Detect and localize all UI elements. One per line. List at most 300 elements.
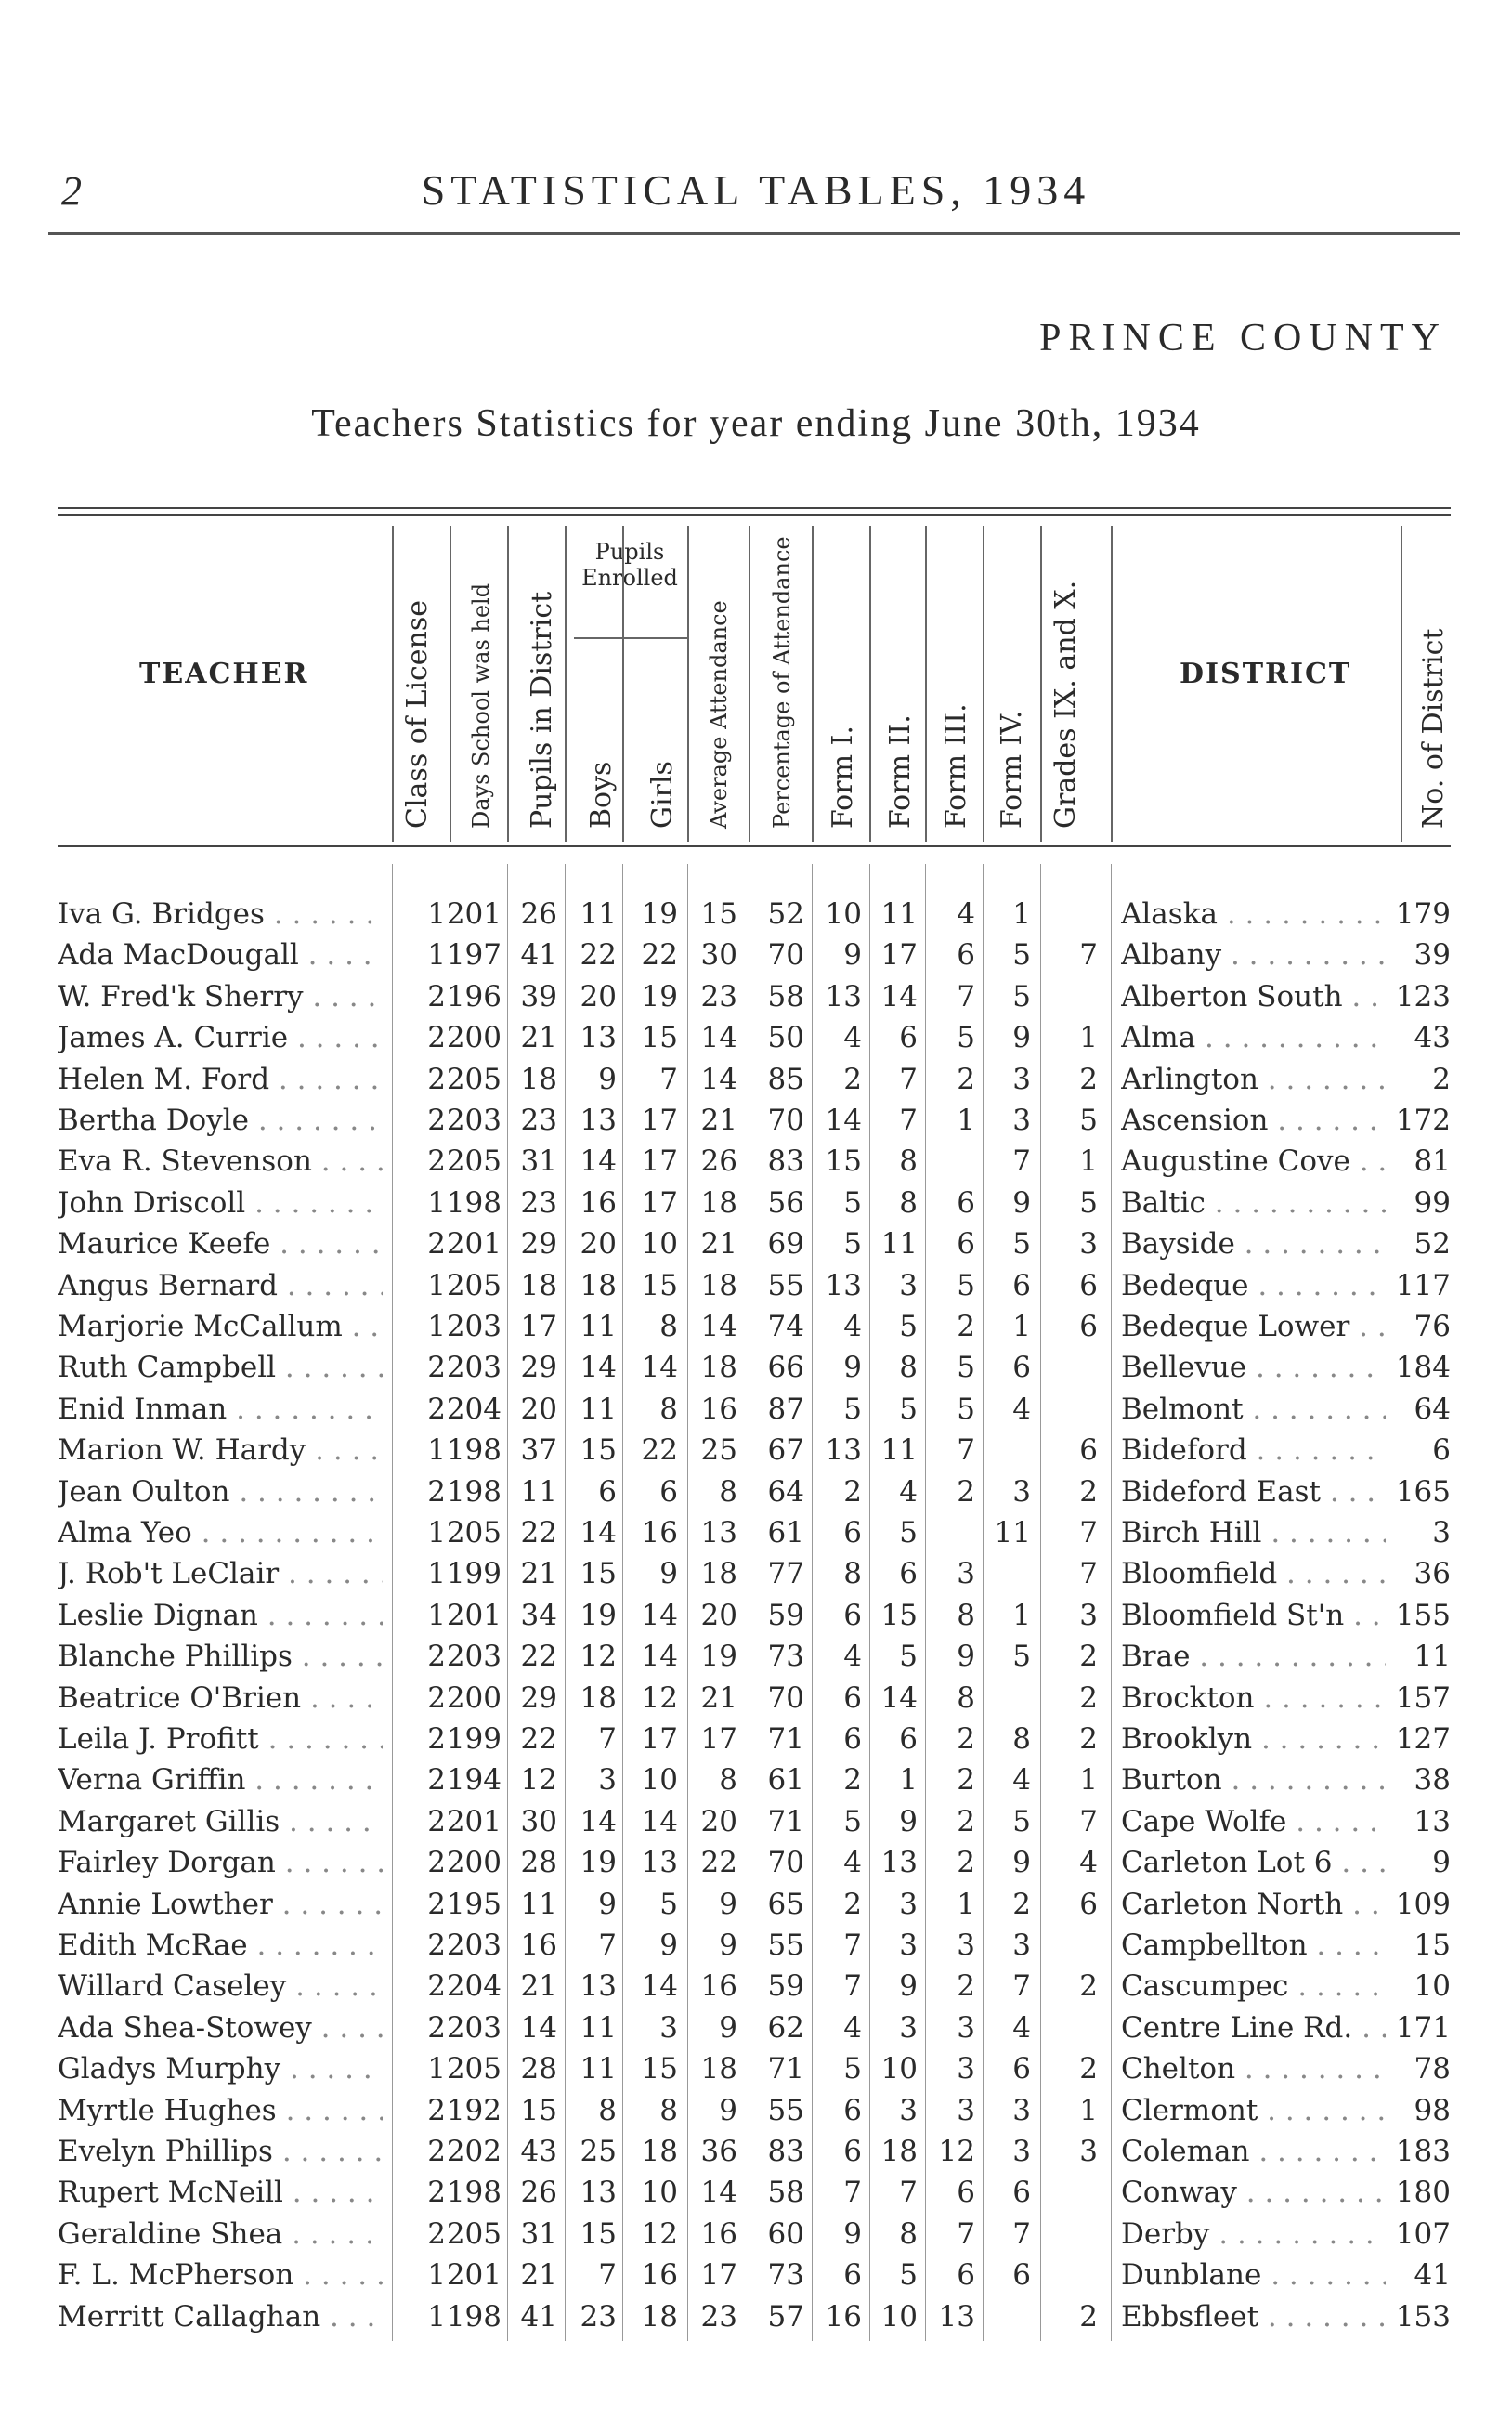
cell-days: 201 xyxy=(446,897,502,931)
district-name-text: Brooklyn . . . xyxy=(1121,1722,1386,1756)
cell-f1: 8 xyxy=(843,1557,862,1591)
cell-pupils: 30 xyxy=(520,1804,557,1838)
cell-f2: 11 xyxy=(880,897,918,931)
teacher-name-text: Myrtle Hughes . . . xyxy=(58,2094,383,2127)
district-name xyxy=(1121,980,1386,1013)
cell-pupils: 20 xyxy=(520,1392,557,1426)
pupils-in-district-header: Pupils in District xyxy=(526,591,558,829)
cell-pct: 50 xyxy=(767,1021,804,1055)
cell-f4: 7 xyxy=(1012,1144,1031,1179)
cell-girls: 6 xyxy=(659,1474,678,1509)
table-row xyxy=(0,1433,1512,1474)
table-header xyxy=(0,0,1512,864)
cell-pupils: 31 xyxy=(520,2216,557,2251)
cell-f4: 7 xyxy=(1012,1969,1031,2004)
teacher-name xyxy=(58,1516,383,1549)
cell-avg: 18 xyxy=(700,1268,737,1302)
teacher-name-text: Marion W. Hardy . . . xyxy=(58,1433,383,1467)
cell-cls: 1 xyxy=(427,1268,446,1302)
cell-no: 81 xyxy=(1414,1144,1451,1179)
teacher-name xyxy=(58,2011,383,2045)
district-name xyxy=(1121,1186,1386,1220)
cell-f3: 5 xyxy=(957,1021,975,1055)
teacher-name xyxy=(58,1805,383,1838)
cell-gr: 7 xyxy=(1079,938,1098,973)
cell-girls: 17 xyxy=(641,1722,678,1756)
cell-girls: 12 xyxy=(641,2216,678,2251)
district-name-text: Ascension . . . xyxy=(1121,1104,1386,1137)
cell-f1: 13 xyxy=(825,1433,862,1468)
cell-avg: 25 xyxy=(700,1433,737,1468)
district-name xyxy=(1121,1269,1386,1302)
cell-f2: 9 xyxy=(899,1969,918,2004)
cell-boys: 6 xyxy=(598,1474,617,1509)
cell-cls: 2 xyxy=(427,2135,446,2168)
cell-girls: 10 xyxy=(641,2176,678,2210)
cell-cls: 1 xyxy=(427,2258,446,2293)
cell-pct: 83 xyxy=(767,1144,804,1179)
cell-f2: 6 xyxy=(899,1722,918,1756)
cell-no: 157 xyxy=(1395,1680,1451,1715)
cell-f4: 3 xyxy=(1012,1062,1031,1096)
cell-f4: 3 xyxy=(1012,2135,1031,2168)
cell-boys: 11 xyxy=(580,1310,617,1343)
cell-pct: 62 xyxy=(767,2010,804,2045)
teacher-name xyxy=(58,1227,383,1261)
cell-boys: 25 xyxy=(580,2135,617,2168)
cell-pupils: 12 xyxy=(520,1763,557,1798)
cell-cls: 1 xyxy=(427,938,446,973)
cell-f3: 6 xyxy=(957,1227,975,1262)
cell-f4: 5 xyxy=(1012,979,1031,1013)
district-name-text: Alberton South . . . xyxy=(1121,980,1386,1013)
table-row xyxy=(0,1763,1512,1804)
cell-days: 197 xyxy=(446,938,502,973)
cell-days: 198 xyxy=(446,2176,502,2210)
district-name xyxy=(1121,1433,1386,1467)
cell-f4: 6 xyxy=(1012,1268,1031,1302)
district-name-text: Bloomfield . . . xyxy=(1121,1557,1386,1590)
cell-days: 199 xyxy=(446,1722,502,1756)
district-name-text: Bayside . . . xyxy=(1121,1227,1386,1261)
teacher-name-text: Beatrice O'Brien . . . xyxy=(58,1681,383,1715)
teacher-name xyxy=(58,1846,383,1879)
form-2-header: Form II. xyxy=(884,714,917,829)
cell-days: 201 xyxy=(446,2258,502,2293)
cell-gr: 2 xyxy=(1079,1969,1098,2004)
cell-no: 78 xyxy=(1414,2052,1451,2086)
teacher-name xyxy=(58,2300,383,2334)
cell-pct: 65 xyxy=(767,1887,804,1921)
cell-girls: 15 xyxy=(641,1021,678,1055)
cell-pupils: 39 xyxy=(520,979,557,1013)
district-name xyxy=(1121,1846,1386,1879)
cell-days: 200 xyxy=(446,1846,502,1880)
cell-no: 2 xyxy=(1432,1062,1451,1096)
cell-f1: 4 xyxy=(843,1310,862,1343)
teacher-name xyxy=(58,2094,383,2127)
pupils-enrolled-line1: Pupils xyxy=(594,539,665,565)
cell-boys: 7 xyxy=(598,2258,617,2293)
header-column-divider xyxy=(450,526,451,842)
cell-pct: 70 xyxy=(767,1104,804,1137)
district-name xyxy=(1121,2011,1386,2045)
cell-no: 98 xyxy=(1414,2093,1451,2127)
cell-f2: 18 xyxy=(880,2135,918,2168)
cell-f2: 5 xyxy=(899,1640,918,1674)
cell-girls: 17 xyxy=(641,1144,678,1179)
cell-f3: 2 xyxy=(957,1804,975,1838)
cell-pupils: 34 xyxy=(520,1598,557,1632)
cell-pct: 71 xyxy=(767,1804,804,1838)
teacher-name-text: Fairley Dorgan . . . xyxy=(58,1846,383,1879)
table-row xyxy=(0,2094,1512,2135)
cell-cls: 2 xyxy=(427,2093,446,2127)
cell-gr: 6 xyxy=(1079,1268,1098,1302)
cell-f3: 7 xyxy=(957,979,975,1013)
body-column-divider xyxy=(983,864,984,2341)
district-name xyxy=(1121,2094,1386,2127)
cell-f3: 9 xyxy=(957,1640,975,1674)
cell-cls: 2 xyxy=(427,2216,446,2251)
teacher-name xyxy=(58,1681,383,1715)
cell-days: 195 xyxy=(446,1887,502,1921)
cell-boys: 20 xyxy=(580,1227,617,1262)
running-head: STATISTICAL TABLES, 1934 xyxy=(421,166,1091,214)
district-name xyxy=(1121,897,1386,931)
table-row xyxy=(0,1021,1512,1062)
cell-f4: 1 xyxy=(1012,1598,1031,1632)
cell-pct: 70 xyxy=(767,1846,804,1880)
district-name-text: Cascumpec . . . xyxy=(1121,1969,1386,2003)
cell-boys: 13 xyxy=(580,1021,617,1055)
cell-boys: 11 xyxy=(580,2052,617,2086)
cell-cls: 2 xyxy=(427,1474,446,1509)
cell-cls: 2 xyxy=(427,979,446,1013)
district-name-text: Cape Wolfe . . . xyxy=(1121,1805,1386,1838)
cell-pupils: 16 xyxy=(520,1929,557,1962)
cell-pct: 74 xyxy=(767,1310,804,1343)
cell-boys: 14 xyxy=(580,1144,617,1179)
cell-f1: 5 xyxy=(843,1185,862,1220)
district-name xyxy=(1121,1516,1386,1549)
cell-f2: 6 xyxy=(899,1021,918,1055)
cell-f2: 8 xyxy=(899,2216,918,2251)
header-column-divider xyxy=(925,526,927,842)
cell-cls: 1 xyxy=(427,897,446,931)
teacher-name-text: Willard Caseley . . . xyxy=(58,1969,383,2003)
district-name-text: Bideford East . . . xyxy=(1121,1475,1386,1509)
teacher-name xyxy=(58,1475,383,1509)
cell-cls: 2 xyxy=(427,1969,446,2004)
cell-gr: 2 xyxy=(1079,1474,1098,1509)
cell-f2: 14 xyxy=(880,979,918,1013)
teacher-name xyxy=(58,2135,383,2168)
body-column-divider xyxy=(687,864,688,2341)
district-name xyxy=(1121,2258,1386,2292)
district-name-text: Dunblane . . . xyxy=(1121,2258,1386,2292)
teacher-name-text: Ada MacDougall . . . xyxy=(58,938,383,972)
cell-gr: 2 xyxy=(1079,1722,1098,1756)
district-name xyxy=(1121,1722,1386,1756)
cell-gr: 1 xyxy=(1079,1144,1098,1179)
teacher-name xyxy=(58,1640,383,1673)
district-name-text: Brockton . . . xyxy=(1121,1681,1386,1715)
cell-boys: 13 xyxy=(580,2176,617,2210)
cell-no: 38 xyxy=(1414,1763,1451,1798)
cell-f3: 2 xyxy=(957,1062,975,1096)
cell-girls: 18 xyxy=(641,2135,678,2168)
cell-pct: 70 xyxy=(767,1680,804,1715)
cell-pupils: 17 xyxy=(520,1310,557,1343)
cell-days: 205 xyxy=(446,2052,502,2086)
district-name-text: Carleton North . . . xyxy=(1121,1888,1386,1921)
county-title: PRINCE COUNTY xyxy=(1039,317,1447,360)
cell-f4: 6 xyxy=(1012,2258,1031,2293)
cell-gr: 3 xyxy=(1079,2135,1098,2168)
cell-pupils: 43 xyxy=(520,2135,557,2168)
table-row xyxy=(0,1557,1512,1598)
cell-cls: 1 xyxy=(427,1433,446,1468)
cell-cls: 1 xyxy=(427,1310,446,1343)
cell-days: 205 xyxy=(446,2216,502,2251)
cell-gr: 7 xyxy=(1079,1804,1098,1838)
cell-girls: 17 xyxy=(641,1185,678,1220)
table-row xyxy=(0,1969,1512,2010)
cell-f2: 10 xyxy=(880,2299,918,2334)
cell-days: 205 xyxy=(446,1268,502,1302)
cell-pct: 61 xyxy=(767,1516,804,1549)
cell-f2: 5 xyxy=(899,1516,918,1549)
cell-pct: 85 xyxy=(767,1062,804,1096)
cell-f1: 6 xyxy=(843,2135,862,2168)
teacher-name xyxy=(58,1351,383,1384)
cell-gr: 7 xyxy=(1079,1516,1098,1549)
district-name-text: Augustine Cove . . . xyxy=(1121,1144,1386,1178)
cell-pct: 73 xyxy=(767,1640,804,1674)
cell-f1: 16 xyxy=(825,2299,862,2334)
district-name xyxy=(1121,1805,1386,1838)
cell-cls: 2 xyxy=(427,1887,446,1921)
cell-no: 155 xyxy=(1395,1598,1451,1632)
cell-gr: 2 xyxy=(1079,2299,1098,2334)
cell-gr: 1 xyxy=(1079,1763,1098,1798)
cell-gr: 5 xyxy=(1079,1185,1098,1220)
cell-avg: 8 xyxy=(719,1474,737,1509)
cell-f3: 8 xyxy=(957,1680,975,1715)
cell-pupils: 23 xyxy=(520,1104,557,1137)
cell-cls: 2 xyxy=(427,2010,446,2045)
cell-f1: 6 xyxy=(843,1722,862,1756)
form-4-header: Form IV. xyxy=(996,710,1028,829)
cell-f4: 3 xyxy=(1012,1474,1031,1509)
cell-f1: 7 xyxy=(843,1969,862,2004)
cell-f2: 14 xyxy=(880,1680,918,1715)
table-row xyxy=(0,897,1512,938)
cell-pupils: 21 xyxy=(520,1557,557,1591)
cell-girls: 8 xyxy=(659,1392,678,1426)
cell-no: 117 xyxy=(1395,1268,1451,1302)
cell-f3: 6 xyxy=(957,1185,975,1220)
district-name xyxy=(1121,1557,1386,1590)
cell-avg: 14 xyxy=(700,2176,737,2210)
cell-f2: 1 xyxy=(899,1763,918,1798)
cell-avg: 19 xyxy=(700,1640,737,1674)
cell-no: 43 xyxy=(1414,1021,1451,1055)
cell-no: 41 xyxy=(1414,2258,1451,2293)
teacher-name xyxy=(58,1186,383,1220)
cell-f2: 3 xyxy=(899,2010,918,2045)
cell-cls: 2 xyxy=(427,1144,446,1179)
cell-f2: 8 xyxy=(899,1185,918,1220)
teacher-name-text: John Driscoll . . . xyxy=(58,1186,383,1220)
cell-f2: 15 xyxy=(880,1598,918,1632)
cell-days: 203 xyxy=(446,2010,502,2045)
cell-girls: 7 xyxy=(659,1062,678,1096)
cell-f2: 10 xyxy=(880,2052,918,2086)
cell-avg: 26 xyxy=(700,1144,737,1179)
district-name xyxy=(1121,1393,1386,1426)
cell-boys: 9 xyxy=(598,1887,617,1921)
cell-no: 64 xyxy=(1414,1392,1451,1426)
teacher-name-text: Geraldine Shea . . . xyxy=(58,2217,383,2251)
cell-f2: 3 xyxy=(899,1929,918,1962)
cell-f1: 6 xyxy=(843,2093,862,2127)
cell-boys: 14 xyxy=(580,1351,617,1385)
teacher-name-text: Gladys Murphy . . . xyxy=(58,2052,383,2086)
district-name xyxy=(1121,1599,1386,1632)
cell-no: 36 xyxy=(1414,1557,1451,1591)
cell-pct: 71 xyxy=(767,1722,804,1756)
cell-cls: 2 xyxy=(427,1929,446,1962)
cell-f3: 12 xyxy=(938,2135,975,2168)
cell-avg: 9 xyxy=(719,1887,737,1921)
cell-avg: 20 xyxy=(700,1804,737,1838)
table-row xyxy=(0,1393,1512,1433)
cell-cls: 2 xyxy=(427,1351,446,1385)
district-name-text: Centre Line Rd. . . . xyxy=(1121,2011,1386,2045)
cell-boys: 11 xyxy=(580,897,617,931)
cell-no: 15 xyxy=(1414,1929,1451,1962)
district-name-text: Ebbsfleet . . . xyxy=(1121,2300,1386,2334)
cell-f4: 4 xyxy=(1012,1763,1031,1798)
body-column-divider xyxy=(565,864,566,2341)
cell-f1: 14 xyxy=(825,1104,862,1137)
header-column-divider xyxy=(869,526,871,842)
cell-girls: 19 xyxy=(641,897,678,931)
cell-avg: 14 xyxy=(700,1310,737,1343)
header-column-divider xyxy=(983,526,984,842)
table-row xyxy=(0,2011,1512,2052)
cell-f2: 6 xyxy=(899,1557,918,1591)
cell-pct: 57 xyxy=(767,2299,804,2334)
teacher-name-text: James A. Currie . . . xyxy=(58,1021,383,1054)
body-column-divider xyxy=(1040,864,1041,2341)
table-row xyxy=(0,1599,1512,1640)
district-name-text: Bloomfield St'n . . . xyxy=(1121,1599,1386,1632)
cell-f4: 9 xyxy=(1012,1185,1031,1220)
cell-avg: 16 xyxy=(700,1392,737,1426)
cell-f4: 11 xyxy=(994,1516,1031,1549)
cell-pupils: 21 xyxy=(520,1021,557,1055)
cell-days: 200 xyxy=(446,1680,502,1715)
cell-boys: 19 xyxy=(580,1598,617,1632)
days-school-held-header: Days School was held xyxy=(468,582,494,829)
district-name xyxy=(1121,1640,1386,1673)
district-name-text: Brae . . . xyxy=(1121,1640,1386,1673)
header-column-divider xyxy=(565,526,567,842)
cell-f4: 6 xyxy=(1012,1351,1031,1385)
teacher-header: TEACHER xyxy=(139,658,309,690)
cell-f1: 2 xyxy=(843,1763,862,1798)
district-name-text: Bedeque . . . xyxy=(1121,1269,1386,1302)
cell-no: 179 xyxy=(1395,897,1451,931)
cell-f2: 11 xyxy=(880,1433,918,1468)
district-name-text: Baltic . . . xyxy=(1121,1186,1386,1220)
cell-gr: 5 xyxy=(1079,1104,1098,1137)
cell-girls: 9 xyxy=(659,1557,678,1591)
header-column-divider xyxy=(1401,526,1402,842)
cell-avg: 18 xyxy=(700,1351,737,1385)
teacher-name xyxy=(58,1310,383,1343)
cell-avg: 9 xyxy=(719,1929,737,1962)
cell-f1: 6 xyxy=(843,2258,862,2293)
table-row xyxy=(0,1805,1512,1846)
cell-boys: 18 xyxy=(580,1680,617,1715)
teacher-name-text: Angus Bernard . . . xyxy=(58,1269,383,1302)
table-row xyxy=(0,2258,1512,2299)
teacher-name-text: Margaret Gillis . . . xyxy=(58,1805,383,1838)
cell-f2: 7 xyxy=(899,2176,918,2210)
cell-gr: 6 xyxy=(1079,1887,1098,1921)
cell-cls: 2 xyxy=(427,1104,446,1137)
cell-girls: 14 xyxy=(641,1804,678,1838)
teacher-name-text: Edith McRae . . . xyxy=(58,1929,383,1962)
cell-no: 76 xyxy=(1414,1310,1451,1343)
cell-gr: 3 xyxy=(1079,1598,1098,1632)
district-name xyxy=(1121,1021,1386,1054)
district-name xyxy=(1121,2217,1386,2251)
cell-boys: 15 xyxy=(580,2216,617,2251)
cell-f2: 11 xyxy=(880,1227,918,1262)
cell-cls: 1 xyxy=(427,2052,446,2086)
average-attendance-header: Average Attendance xyxy=(706,600,732,829)
cell-pupils: 41 xyxy=(520,938,557,973)
cell-pupils: 41 xyxy=(520,2299,557,2334)
teacher-name xyxy=(58,1722,383,1756)
cell-pupils: 11 xyxy=(520,1474,557,1509)
cell-f1: 2 xyxy=(843,1474,862,1509)
district-name-text: Alma . . . xyxy=(1121,1021,1386,1054)
header-column-divider xyxy=(622,526,624,842)
cell-pct: 83 xyxy=(767,2135,804,2168)
cell-no: 109 xyxy=(1395,1887,1451,1921)
cell-f3: 1 xyxy=(957,1887,975,1921)
cell-pct: 71 xyxy=(767,2052,804,2086)
district-name-text: Bellevue . . . xyxy=(1121,1351,1386,1384)
cell-f2: 5 xyxy=(899,2258,918,2293)
cell-cls: 2 xyxy=(427,1062,446,1096)
cell-boys: 15 xyxy=(580,1433,617,1468)
form-1-header: Form I. xyxy=(827,726,859,829)
district-name xyxy=(1121,1763,1386,1797)
header-column-divider xyxy=(392,526,394,842)
table-row xyxy=(0,1144,1512,1185)
teacher-name-text: Marjorie McCallum . . . xyxy=(58,1310,383,1343)
cell-avg: 30 xyxy=(700,938,737,973)
teacher-name-text: Leila J. Profitt . . . xyxy=(58,1722,383,1756)
cell-girls: 3 xyxy=(659,2010,678,2045)
